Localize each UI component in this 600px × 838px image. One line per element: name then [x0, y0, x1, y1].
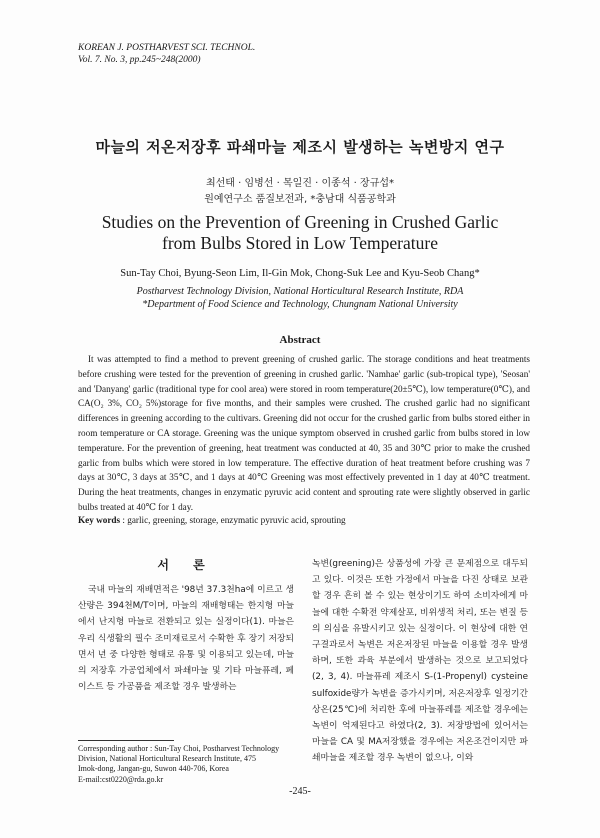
section-title-introduction: 서 론 [157, 558, 215, 572]
english-affiliation-line-1: Postharvest Technology Division, National Horticultural Research Institute, RDA [136, 286, 464, 297]
korean-authors: 최선태 · 임병선 · 목일진 · 이종석 · 장규섭* [205, 178, 395, 189]
korean-title: 마늘의 저온저장후 파쇄마늘 제조시 발생하는 녹변방지 연구 [95, 138, 505, 156]
abstract-text: It was attempted to find a method to prevent greening of crushed garlic. The storage conditions and heat treatments before crushing were tested for the prevention of greening in crushed garlic. 'Namhae' garlic (sub-tropical type), 'Seosan' and 'Danyang' garlic (traditional type for cool area) were stored in room temperature(20±5℃), low temperature(0℃), and CA(O₂ 3%, CO₂ 5%)storage for five months, and their samples were crushed. The crushed garlic had no significant differences in greening according to the cultivars. Greening did not occur for the crushed garlic from bulbs stored either in room temperature or CA storage. Greening was the unique symptom observed in crushed garlic from bulbs stored in low temperature. For the prevention of greening, heat treatment was conducted at 40, 35 and 30℃ prior to make the crushed garlic from bulbs which were stored in low temperature. The effective duration of heat treatment before crushing was 7 days at 30℃, 3 days at 35℃, and 1 days at 40℃ Greening was most effectively prevented in 1 day at 40℃ treatment. During the heat treatments, changes in enzymatic pyruvic acid content and sprouting rate were slightly observed in garlic bulbs treated at 40℃ for 1 day. [78, 354, 530, 512]
journal-header [78, 42, 255, 66]
korean-affiliation: 원예연구소 품질보전과, *충남대 식품공학과 [204, 194, 396, 205]
introduction-right-column: 녹변(greening)은 상품성에 가장 큰 문제점으로 대두되고 있다. 이것은 또한 가정에서 마늘을 다진 상태로 보관할 경우 흔히 볼 수 있는 현상이기도 하여 소비자에게 마늘에 대한 수확전 약제살포, 비위생적 처리, 또는 변질 등의 의심을 유발시키고 있는 실정이다. 이 현상에 대한 연구결과로서 녹변은 저온저장된 마늘을 이용할 경우 발생하며, 또한 과육 부분에서 발생하는 것으로 보고되었다(2, 3, 4). 마늘퓨레 제조시 S-(1-Propenyl) cysteine sulfoxide량가 녹변을 증가시키며, 저온저장후 일정기간 상온(25℃)에 처리한 후에 마늘퓨레를 제조할 경우에는 녹변이 억제된다고 하였다(2, 3). 저장방법에 있어서는 마늘을 CA 및 MA저장했을 경우에는 저온조건이지만 파쇄마늘을 제조할 경우 녹변이 없으나, 이와 [312, 559, 528, 764]
footnote-line-4: E-mail:cst0220@rda.go.kr [78, 774, 164, 784]
keywords [78, 515, 530, 525]
english-title-line-1: Studies on the Prevention of Greening in Crushed Garlic [101, 212, 499, 232]
english-affiliation [0, 285, 600, 311]
keywords-label: Key words [78, 515, 121, 525]
english-affiliation-line-2: *Department of Food Science and Technology, Chungnam National University [142, 299, 458, 310]
footnote-line-2: Division, National Horticultural Research Institute, 475 [78, 754, 256, 764]
english-authors: Sun-Tay Choi, Byung-Seon Lim, Il-Gin Mok, Chong-Suk Lee and Kyu-Seob Chang* [120, 268, 480, 279]
english-title-line-2: from Bulbs Stored in Low Temperature [162, 233, 438, 253]
english-title [0, 212, 600, 254]
keywords-text: : garlic, greening, storage, enzymatic pyruvic acid, sprouting [122, 515, 346, 525]
journal-name: KOREAN J. POSTHARVEST SCI. TECHNOL. [78, 43, 256, 53]
journal-issue: Vol. 7. No. 3, pp.245~248(2000) [78, 55, 201, 65]
introduction-left-column: 국내 마늘의 재배면적은 '98년 37.3천ha에 이르고 생산량은 394천M/T이며, 마늘의 재배형태는 한지형 마늘에서 난지형 마늘로 전환되고 있는 실정이다(1). 마늘은 우리 식생활의 필수 조미재료로서 수확한 후 장기 저장되면서 년 중 다양한 형태로 유통 및 이용되고 있는데, 마늘의 저장후 가공업체에서 파쇄마늘 및 기타 마늘퓨레, 페이스트 등 가공품을 제조할 경우 발생하는 [78, 585, 294, 693]
corresponding-author-footnote [78, 744, 294, 785]
page-number: -245- [289, 786, 311, 797]
footnote-line-1: Corresponding author : Sun-Tay Choi, Postharvest Technology [78, 744, 280, 753]
footnote-divider [78, 740, 174, 741]
footnote-line-3: Imok-dong, Jangan-gu, Suwon 440-706, Korea [78, 764, 229, 774]
abstract-heading: Abstract [279, 334, 321, 346]
